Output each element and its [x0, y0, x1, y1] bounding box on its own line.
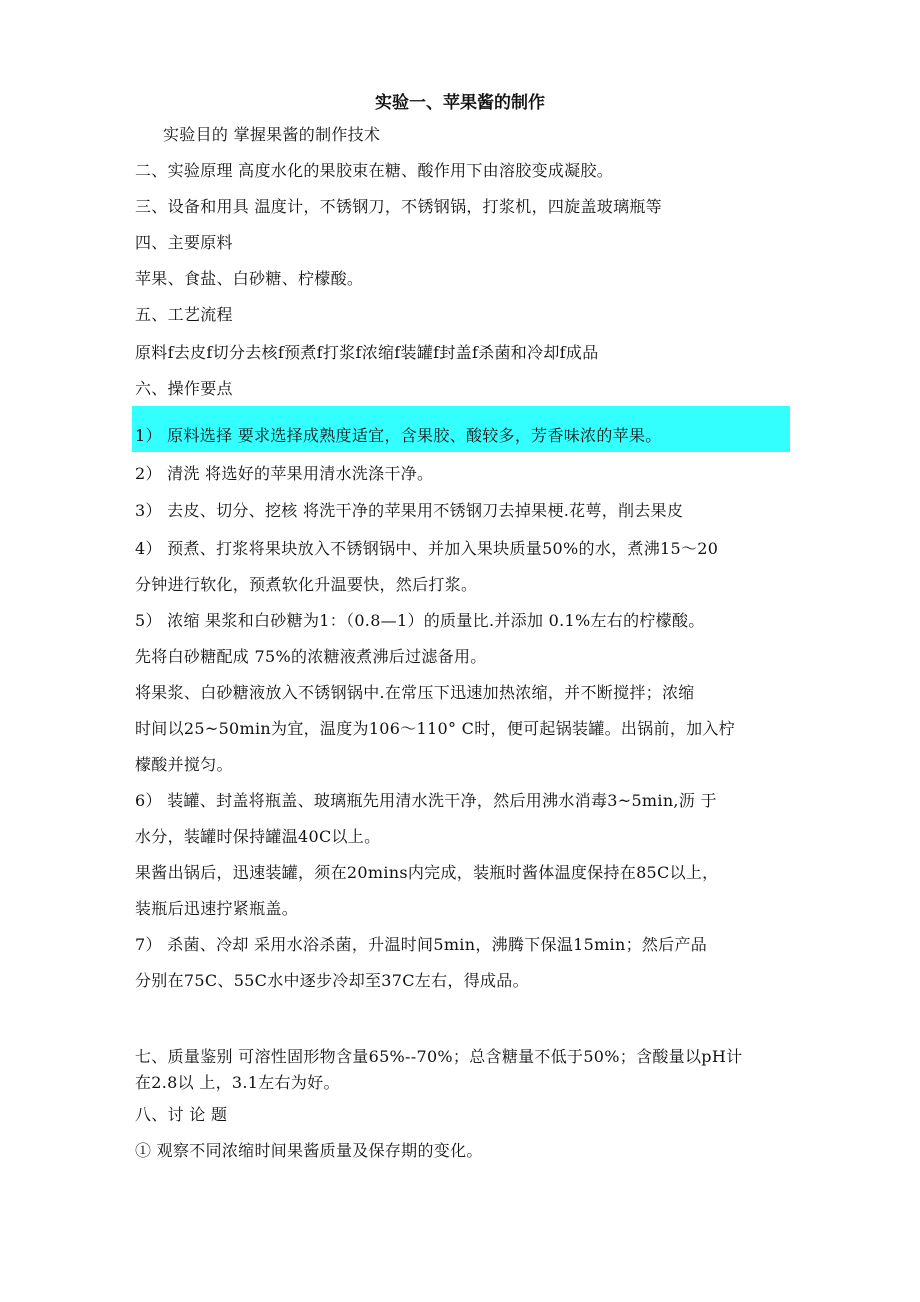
- step-4-text: 4） 预煮、打浆将果块放入不锈钢锅中、并加入果块质量50%的水，煮沸15〜20: [135, 539, 719, 558]
- section-principle: 二、实验原理 高度水化的果胶束在糖、酸作用下由溶胶变成凝胶。: [135, 161, 614, 180]
- section-equipment: 三、设备和用具 温度计，不锈钢刀，不锈钢锅，打浆机，四旋盖玻璃瓶等: [135, 197, 662, 216]
- section-materials-heading: 四、主要原料: [135, 233, 233, 252]
- step-2-text: 2） 清洗 将选好的苹果用清水洗涤干净。: [135, 464, 434, 483]
- discussion-item-1: ① 观察不同浓缩时间果酱质量及保存期的变化。: [135, 1141, 483, 1160]
- step-6-line-2: 水分，装罐时保持罐温40C以上。: [135, 827, 381, 846]
- section-purpose: 实验目的 掌握果酱的制作技术: [163, 125, 381, 144]
- section-operations-heading: 六、操作要点: [135, 379, 233, 398]
- section-process-heading: 五、工艺流程: [135, 305, 233, 324]
- process-flow-text: 原料f去皮f切分去核f预煮f打浆f浓缩f装罐f封盖f杀菌和冷却f成品: [135, 343, 599, 362]
- step-1-text: 1） 原料选择 要求选择成熟度适宜，含果胶、酸较多，芳香味浓的苹果。: [135, 426, 662, 445]
- step-3-text: 3） 去皮、切分、挖核 将洗干净的苹果用不锈钢刀去掉果梗.花萼，削去果皮: [135, 501, 684, 520]
- step-5-line-4: 时间以25~50min为宜，温度为106〜110° C时，便可起锅装罐。出锅前，加入柠: [135, 719, 736, 738]
- step-6-text: 6） 装罐、封盖将瓶盖、玻璃瓶先用清水洗干净，然后用沸水消毒3~5min,沥 于: [135, 791, 717, 810]
- document-title: 实验一、苹果酱的制作: [375, 93, 545, 113]
- step-4-continued: 分钟进行软化，预煮软化升温要快，然后打浆。: [135, 575, 478, 594]
- section-quality: 七、质量鉴别 可溶性固形物含量65%--70%；总含糖量不低于50%；含酸量以pH计: [135, 1047, 743, 1066]
- step-6-line-3: 果酱出锅后，迅速装罐，须在20mins内完成，装瓶时酱体温度保持在85C以上，: [135, 863, 719, 882]
- step-6-line-4: 装瓶后迅速拧紧瓶盖。: [135, 899, 299, 918]
- step-7-line-2: 分别在75C、55C水中逐步冷却至37C左右，得成品。: [135, 971, 529, 990]
- step-5-text: 5） 浓缩 果浆和白砂糖为1：（0.8—1）的质量比.并添加 0.1%左右的柠檬酸。: [135, 611, 705, 630]
- step-5-line-5: 檬酸并搅匀。: [135, 755, 233, 774]
- materials-text: 苹果、食盐、白砂糖、柠檬酸。: [135, 269, 364, 288]
- quality-line-2: 在2.8以 上，3.1左右为好。: [135, 1073, 340, 1092]
- step-5-line-2: 先将白砂糖配成 75%的浓糖液煮沸后过滤备用。: [135, 647, 487, 666]
- step-7-text: 7） 杀菌、冷却 采用水浴杀菌，升温时间5min，沸腾下保温15min；然后产品: [135, 935, 708, 954]
- section-discussion-heading: 八、讨 论 题: [135, 1105, 228, 1124]
- step-5-line-3: 将果浆、白砂糖液放入不锈钢锅中.在常压下迅速加热浓缩，并不断搅拌；浓缩: [135, 683, 695, 702]
